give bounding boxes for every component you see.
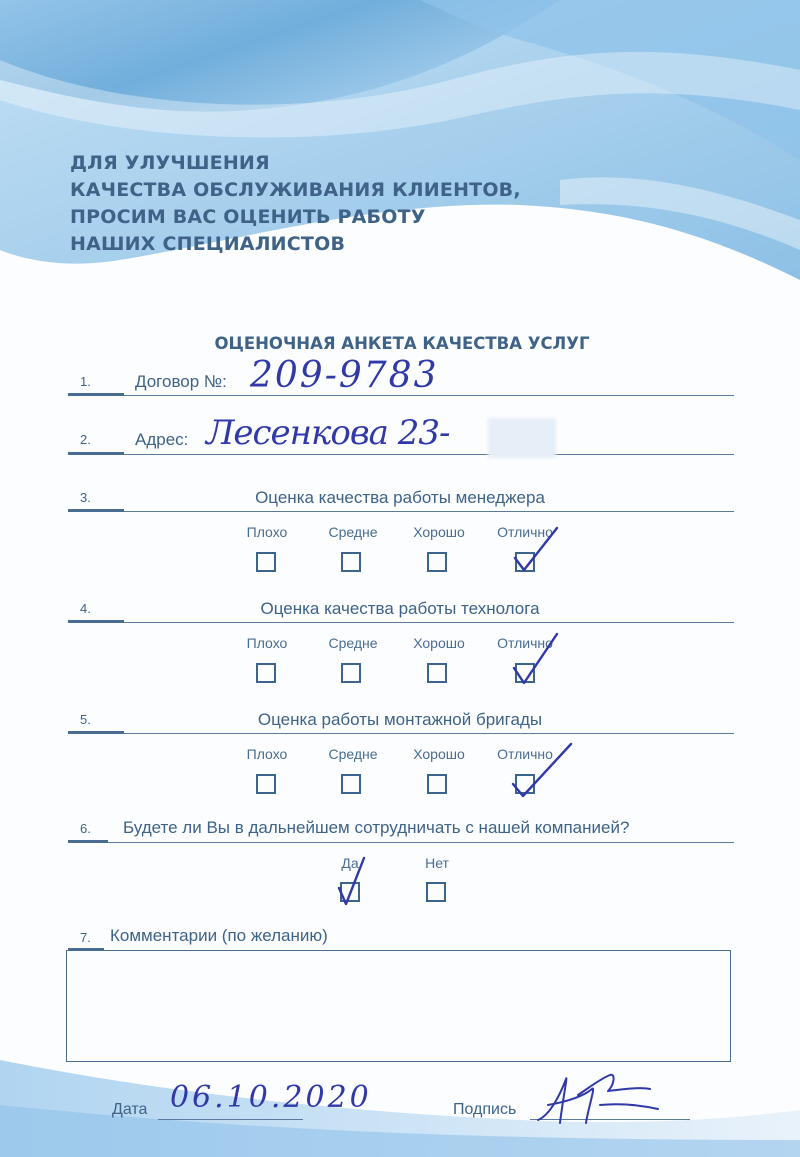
address-value[interactable]: Лесенкова 23- [206, 413, 450, 453]
question-line [124, 622, 734, 623]
option-label: Средне [328, 524, 378, 540]
date-value[interactable]: 06.10.2020 [170, 1080, 372, 1115]
item-number: 1. [80, 374, 91, 389]
number-underline [68, 452, 124, 455]
redacted-area [488, 418, 556, 458]
signature-label: Подпись [453, 1101, 517, 1118]
contract-value[interactable]: 209-9783 [250, 355, 439, 396]
checkmark-icon [505, 740, 575, 800]
address-label: Адрес: [135, 430, 189, 449]
question-title-technologist: Оценка качества работы технолога [260, 599, 540, 618]
date-label: Дата [112, 1101, 148, 1118]
item-number: 6. [80, 821, 91, 836]
item-number: 2. [80, 432, 91, 447]
item-number: 5. [80, 712, 91, 727]
option-label: Хорошо [413, 524, 465, 540]
option-label: Да [341, 855, 359, 871]
intro-line: ДЛЯ УЛУЧШЕНИЯ [70, 152, 270, 174]
question-title-cooperation: Будете ли Вы в дальнейшем сотрудничать с нашей компанией? [123, 818, 630, 837]
option-label: Средне [328, 746, 378, 762]
checkmark-icon [505, 520, 565, 580]
intro-line: КАЧЕСТВА ОБСЛУЖИВАНИЯ КЛИЕНТОВ, [70, 179, 521, 201]
checkbox-good[interactable] [427, 774, 447, 794]
checkbox-poor[interactable] [256, 663, 276, 683]
checkbox-poor[interactable] [256, 774, 276, 794]
checkmark-icon [505, 628, 565, 688]
number-underline [68, 840, 108, 843]
checkbox-poor[interactable] [256, 552, 276, 572]
number-underline [68, 393, 124, 396]
checkbox-good[interactable] [427, 552, 447, 572]
address-line [124, 454, 734, 455]
option-label: Средне [328, 635, 378, 651]
question-title-crew: Оценка работы монтажной бригады [257, 710, 543, 729]
option-label: Плохо [246, 635, 288, 651]
number-underline [68, 509, 124, 512]
option-label: Отлично [497, 635, 553, 651]
option-label: Отлично [497, 524, 553, 540]
item-number: 4. [80, 601, 91, 616]
intro-line: ПРОСИМ ВАС ОЦЕНИТЬ РАБОТУ [70, 206, 426, 228]
option-label: Отлично [497, 746, 553, 762]
question-line [108, 842, 734, 843]
comments-label: Комментарии (по желанию) [110, 926, 328, 945]
number-underline [68, 620, 124, 623]
option-label: Хорошо [413, 635, 465, 651]
comments-field[interactable] [66, 950, 731, 1062]
checkbox-average[interactable] [341, 774, 361, 794]
intro-line: НАШИХ СПЕЦИАЛИСТОВ [70, 233, 346, 255]
option-label: Плохо [246, 524, 288, 540]
intro-heading [70, 150, 590, 258]
item-number: 3. [80, 490, 91, 505]
question-line [124, 511, 734, 512]
option-label: Нет [425, 855, 449, 871]
question-line [124, 733, 734, 734]
number-underline [68, 731, 124, 734]
checkmark-icon [330, 852, 370, 912]
checkbox-no[interactable] [426, 882, 446, 902]
item-number: 7. [80, 930, 91, 945]
signature-image [530, 1065, 680, 1130]
contract-label: Договор №: [135, 372, 227, 391]
checkbox-average[interactable] [341, 552, 361, 572]
checkbox-good[interactable] [427, 663, 447, 683]
option-label: Плохо [246, 746, 288, 762]
form-title: ОЦЕНОЧНАЯ АНКЕТА КАЧЕСТВА УСЛУГ [214, 334, 590, 353]
option-label: Хорошо [413, 746, 465, 762]
question-title-manager: Оценка качества работы менеджера [255, 488, 545, 507]
date-line [158, 1119, 303, 1120]
checkbox-average[interactable] [341, 663, 361, 683]
